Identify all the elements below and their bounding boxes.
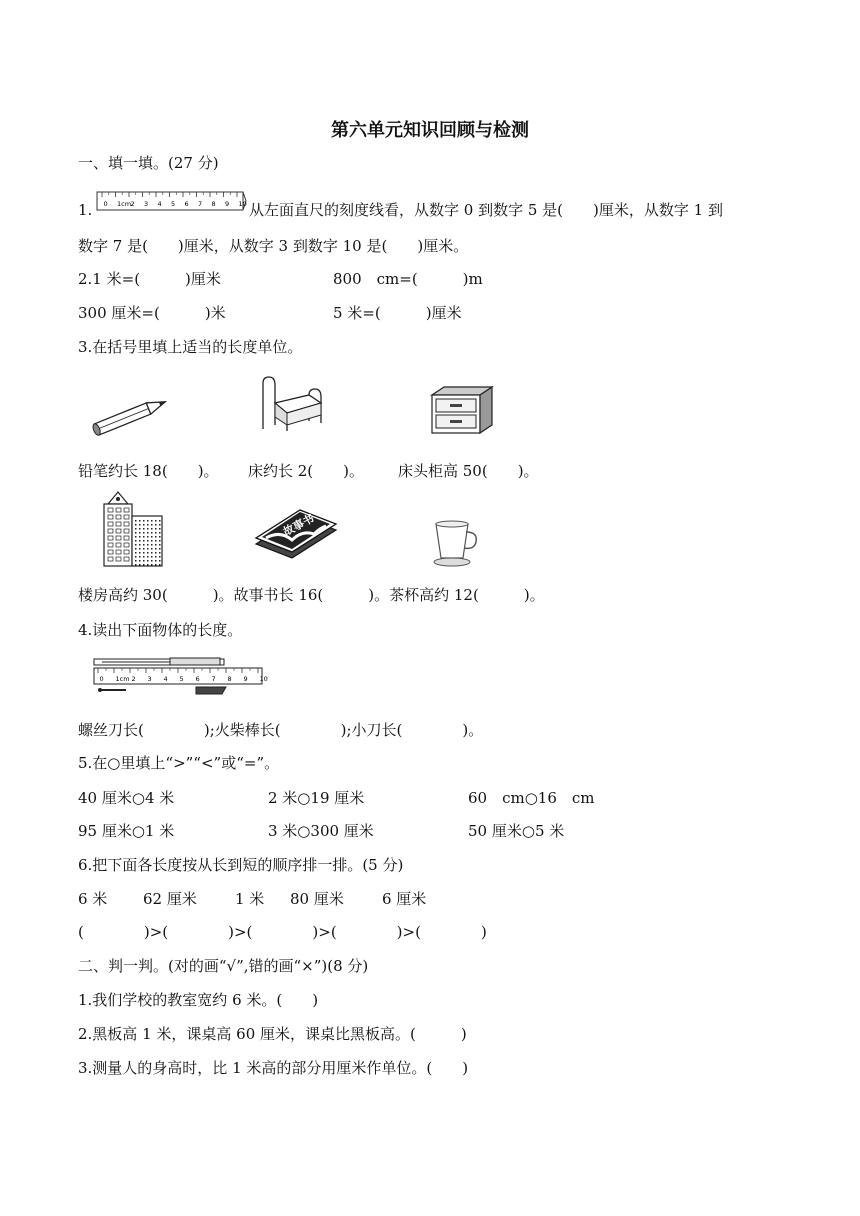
q5-item: 40 厘米○4 米 bbox=[78, 789, 175, 807]
building-window bbox=[155, 540, 157, 542]
building-icon bbox=[100, 490, 166, 570]
building-window bbox=[139, 536, 141, 538]
q5-item: 95 厘米○1 米 bbox=[78, 822, 175, 840]
building-window bbox=[159, 548, 161, 550]
building-window bbox=[135, 524, 137, 526]
building-window bbox=[147, 544, 149, 546]
building-window bbox=[139, 532, 141, 534]
q6-item: 62 厘米 bbox=[143, 890, 197, 908]
building-window bbox=[147, 524, 149, 526]
ruler-label: 10 bbox=[259, 675, 268, 683]
building-window bbox=[116, 550, 121, 554]
ruler-label: 1cm bbox=[117, 200, 132, 208]
building-window bbox=[116, 522, 121, 526]
building-window bbox=[108, 508, 113, 512]
building-window bbox=[151, 552, 153, 554]
building-window bbox=[159, 560, 161, 562]
ruler-icon bbox=[96, 191, 246, 213]
building-window bbox=[151, 548, 153, 550]
ruler-label: 0 bbox=[99, 675, 104, 683]
building-window bbox=[108, 557, 113, 561]
building-window bbox=[135, 532, 137, 534]
building-window bbox=[143, 564, 145, 566]
q6-heading: 6.把下面各长度按从长到短的顺序排一排。(5 分) bbox=[78, 856, 404, 874]
building-window bbox=[135, 544, 137, 546]
building-window bbox=[124, 522, 129, 526]
building-window bbox=[124, 515, 129, 519]
book-title: 故事书 bbox=[281, 511, 317, 539]
building-window bbox=[116, 536, 121, 540]
q5-item: 60 cm○16 cm bbox=[468, 789, 595, 807]
building-window bbox=[159, 556, 161, 558]
building-window bbox=[151, 528, 153, 530]
building-window bbox=[147, 532, 149, 534]
ruler-label: 7 bbox=[198, 200, 203, 208]
ruler-label: 3 bbox=[147, 675, 152, 683]
building-window bbox=[135, 528, 137, 530]
section2-heading: 二、判一判。(对的画“√”,错的画“×”)(8 分) bbox=[78, 957, 369, 975]
building-window bbox=[139, 560, 141, 562]
building-window bbox=[151, 524, 153, 526]
ruler-label: 4 bbox=[157, 200, 162, 208]
building-window bbox=[108, 515, 113, 519]
q5-item: 2 米○19 厘米 bbox=[268, 789, 365, 807]
q4-answer: 螺丝刀长( );火柴棒长( );小刀长( )。 bbox=[78, 721, 484, 739]
building-window bbox=[155, 552, 157, 554]
building-window bbox=[143, 532, 145, 534]
building-window bbox=[159, 544, 161, 546]
building-window bbox=[159, 528, 161, 530]
building-window bbox=[151, 520, 153, 522]
q6-item: 6 厘米 bbox=[382, 890, 427, 908]
building-window bbox=[135, 552, 137, 554]
building-window bbox=[124, 550, 129, 554]
ruler-label: 5 bbox=[179, 675, 184, 683]
building-window bbox=[139, 540, 141, 542]
q2-c: 300 厘米=( )米 bbox=[78, 304, 226, 322]
q1-text-line2: 数字 7 是( )厘米，从数字 3 到数字 10 是( )厘米。 bbox=[78, 237, 469, 255]
building-window bbox=[116, 515, 121, 519]
ruler-label: 9 bbox=[243, 675, 248, 683]
pencil-icon bbox=[88, 394, 172, 438]
building-window bbox=[159, 540, 161, 542]
judge-item: 3.测量人的身高时，比 1 米高的部分用厘米作单位。( ) bbox=[78, 1059, 469, 1077]
q3-nightstand-text: 床头柜高 50( )。 bbox=[398, 462, 539, 480]
q2-d: 5 米=( )厘米 bbox=[333, 304, 462, 322]
building-window bbox=[159, 520, 161, 522]
building-window bbox=[151, 540, 153, 542]
building-window bbox=[139, 552, 141, 554]
building-window bbox=[155, 560, 157, 562]
building-window bbox=[155, 528, 157, 530]
ruler-label: 6 bbox=[195, 675, 200, 683]
section1-heading: 一、填一填。(27 分) bbox=[78, 154, 219, 172]
building-window bbox=[139, 544, 141, 546]
building-window bbox=[159, 564, 161, 566]
building-window bbox=[159, 536, 161, 538]
building-window bbox=[143, 548, 145, 550]
ruler-label: 2 bbox=[130, 200, 135, 208]
building-window bbox=[124, 543, 129, 547]
building-window bbox=[143, 536, 145, 538]
building-window bbox=[147, 520, 149, 522]
q1-text-line1: 从左面直尺的刻度线看，从数字 0 到数字 5 是( )厘米，从数字 1 到 bbox=[249, 201, 723, 219]
ruler-with-objects-icon bbox=[90, 654, 266, 700]
q5-item: 3 米○300 厘米 bbox=[268, 822, 374, 840]
building-window bbox=[139, 548, 141, 550]
bed-icon bbox=[257, 373, 327, 435]
building-window bbox=[147, 540, 149, 542]
building-window bbox=[143, 560, 145, 562]
building-window bbox=[108, 543, 113, 547]
q2-b: 800 cm=( )m bbox=[333, 270, 483, 288]
building-window bbox=[155, 524, 157, 526]
q5-heading: 5.在○里填上“>”“<”或“=”。 bbox=[78, 754, 280, 772]
building-window bbox=[143, 520, 145, 522]
building-window bbox=[124, 536, 129, 540]
building-window bbox=[151, 536, 153, 538]
building-window bbox=[139, 524, 141, 526]
q3-heading: 3.在括号里填上适当的长度单位。 bbox=[78, 338, 303, 356]
ruler-label: 5 bbox=[171, 200, 176, 208]
ruler-label: 1cm bbox=[115, 675, 130, 683]
building-window bbox=[159, 524, 161, 526]
building-window bbox=[155, 532, 157, 534]
building-window bbox=[155, 544, 157, 546]
building-window bbox=[108, 550, 113, 554]
building-window bbox=[155, 548, 157, 550]
q1-number: 1. bbox=[78, 201, 93, 219]
building-window bbox=[143, 552, 145, 554]
building-window bbox=[124, 557, 129, 561]
building-window bbox=[116, 508, 121, 512]
ruler-label: 6 bbox=[184, 200, 189, 208]
building-window bbox=[147, 560, 149, 562]
building-window bbox=[151, 532, 153, 534]
ruler-label: 3 bbox=[144, 200, 149, 208]
building-window bbox=[159, 532, 161, 534]
ruler-label: 7 bbox=[211, 675, 216, 683]
building-window bbox=[151, 556, 153, 558]
ruler-label: 10 bbox=[238, 200, 247, 208]
building-window bbox=[147, 548, 149, 550]
building-window bbox=[116, 529, 121, 533]
building-window bbox=[155, 536, 157, 538]
building-window bbox=[155, 564, 157, 566]
building-window bbox=[135, 560, 137, 562]
building-window bbox=[155, 556, 157, 558]
q6-item: 6 米 bbox=[78, 890, 108, 908]
building-window bbox=[151, 560, 153, 562]
building-window bbox=[139, 556, 141, 558]
building-window bbox=[108, 522, 113, 526]
q3-bed-text: 床约长 2( )。 bbox=[248, 462, 365, 480]
building-window bbox=[124, 508, 129, 512]
building-window bbox=[135, 564, 137, 566]
building-window bbox=[147, 552, 149, 554]
page-title: 第六单元知识回顾与检测 bbox=[331, 120, 529, 141]
q6-item: 1 米 bbox=[235, 890, 265, 908]
building-window bbox=[135, 556, 137, 558]
q4-heading: 4.读出下面物体的长度。 bbox=[78, 621, 243, 639]
building-window bbox=[139, 528, 141, 530]
teacup-icon bbox=[430, 518, 482, 568]
building-window bbox=[151, 564, 153, 566]
building-window bbox=[135, 536, 137, 538]
building-window bbox=[147, 564, 149, 566]
building-window bbox=[147, 536, 149, 538]
ruler-label: 4 bbox=[163, 675, 168, 683]
building-window bbox=[143, 556, 145, 558]
judge-item: 2.黑板高 1 米，课桌高 60 厘米，课桌比黑板高。( ) bbox=[78, 1025, 467, 1043]
building-window bbox=[135, 520, 137, 522]
q5-item: 50 厘米○5 米 bbox=[468, 822, 565, 840]
building-window bbox=[124, 529, 129, 533]
ruler-label: 9 bbox=[225, 200, 230, 208]
building-window bbox=[143, 524, 145, 526]
q6-order-blanks: ( )>( )>( )>( )>( ) bbox=[78, 923, 487, 941]
nightstand-icon bbox=[428, 385, 496, 437]
building-window bbox=[155, 520, 157, 522]
building-window bbox=[135, 548, 137, 550]
q2-a: 2.1 米=( )厘米 bbox=[78, 270, 221, 288]
building-window bbox=[151, 544, 153, 546]
building-window bbox=[143, 544, 145, 546]
building-window bbox=[135, 540, 137, 542]
building-window bbox=[116, 543, 121, 547]
building-window bbox=[143, 528, 145, 530]
building-window bbox=[116, 557, 121, 561]
building-window bbox=[139, 564, 141, 566]
building-window bbox=[139, 520, 141, 522]
building-window bbox=[108, 529, 113, 533]
building-window bbox=[108, 536, 113, 540]
building-window bbox=[159, 552, 161, 554]
building-window bbox=[143, 540, 145, 542]
q6-item: 80 厘米 bbox=[290, 890, 344, 908]
ruler-label: 8 bbox=[211, 200, 216, 208]
judge-item: 1.我们学校的教室宽约 6 米。( ) bbox=[78, 991, 319, 1009]
ruler-label: 8 bbox=[227, 675, 232, 683]
q3-row2-text: 楼房高约 30( )。故事书长 16( )。茶杯高约 12( )。 bbox=[78, 586, 545, 604]
building-window bbox=[147, 528, 149, 530]
storybook-icon bbox=[252, 500, 338, 562]
building-window bbox=[147, 556, 149, 558]
ruler-label: 0 bbox=[103, 200, 108, 208]
q3-pencil-text: 铅笔约长 18( )。 bbox=[78, 462, 219, 480]
ruler-label: 2 bbox=[131, 675, 136, 683]
